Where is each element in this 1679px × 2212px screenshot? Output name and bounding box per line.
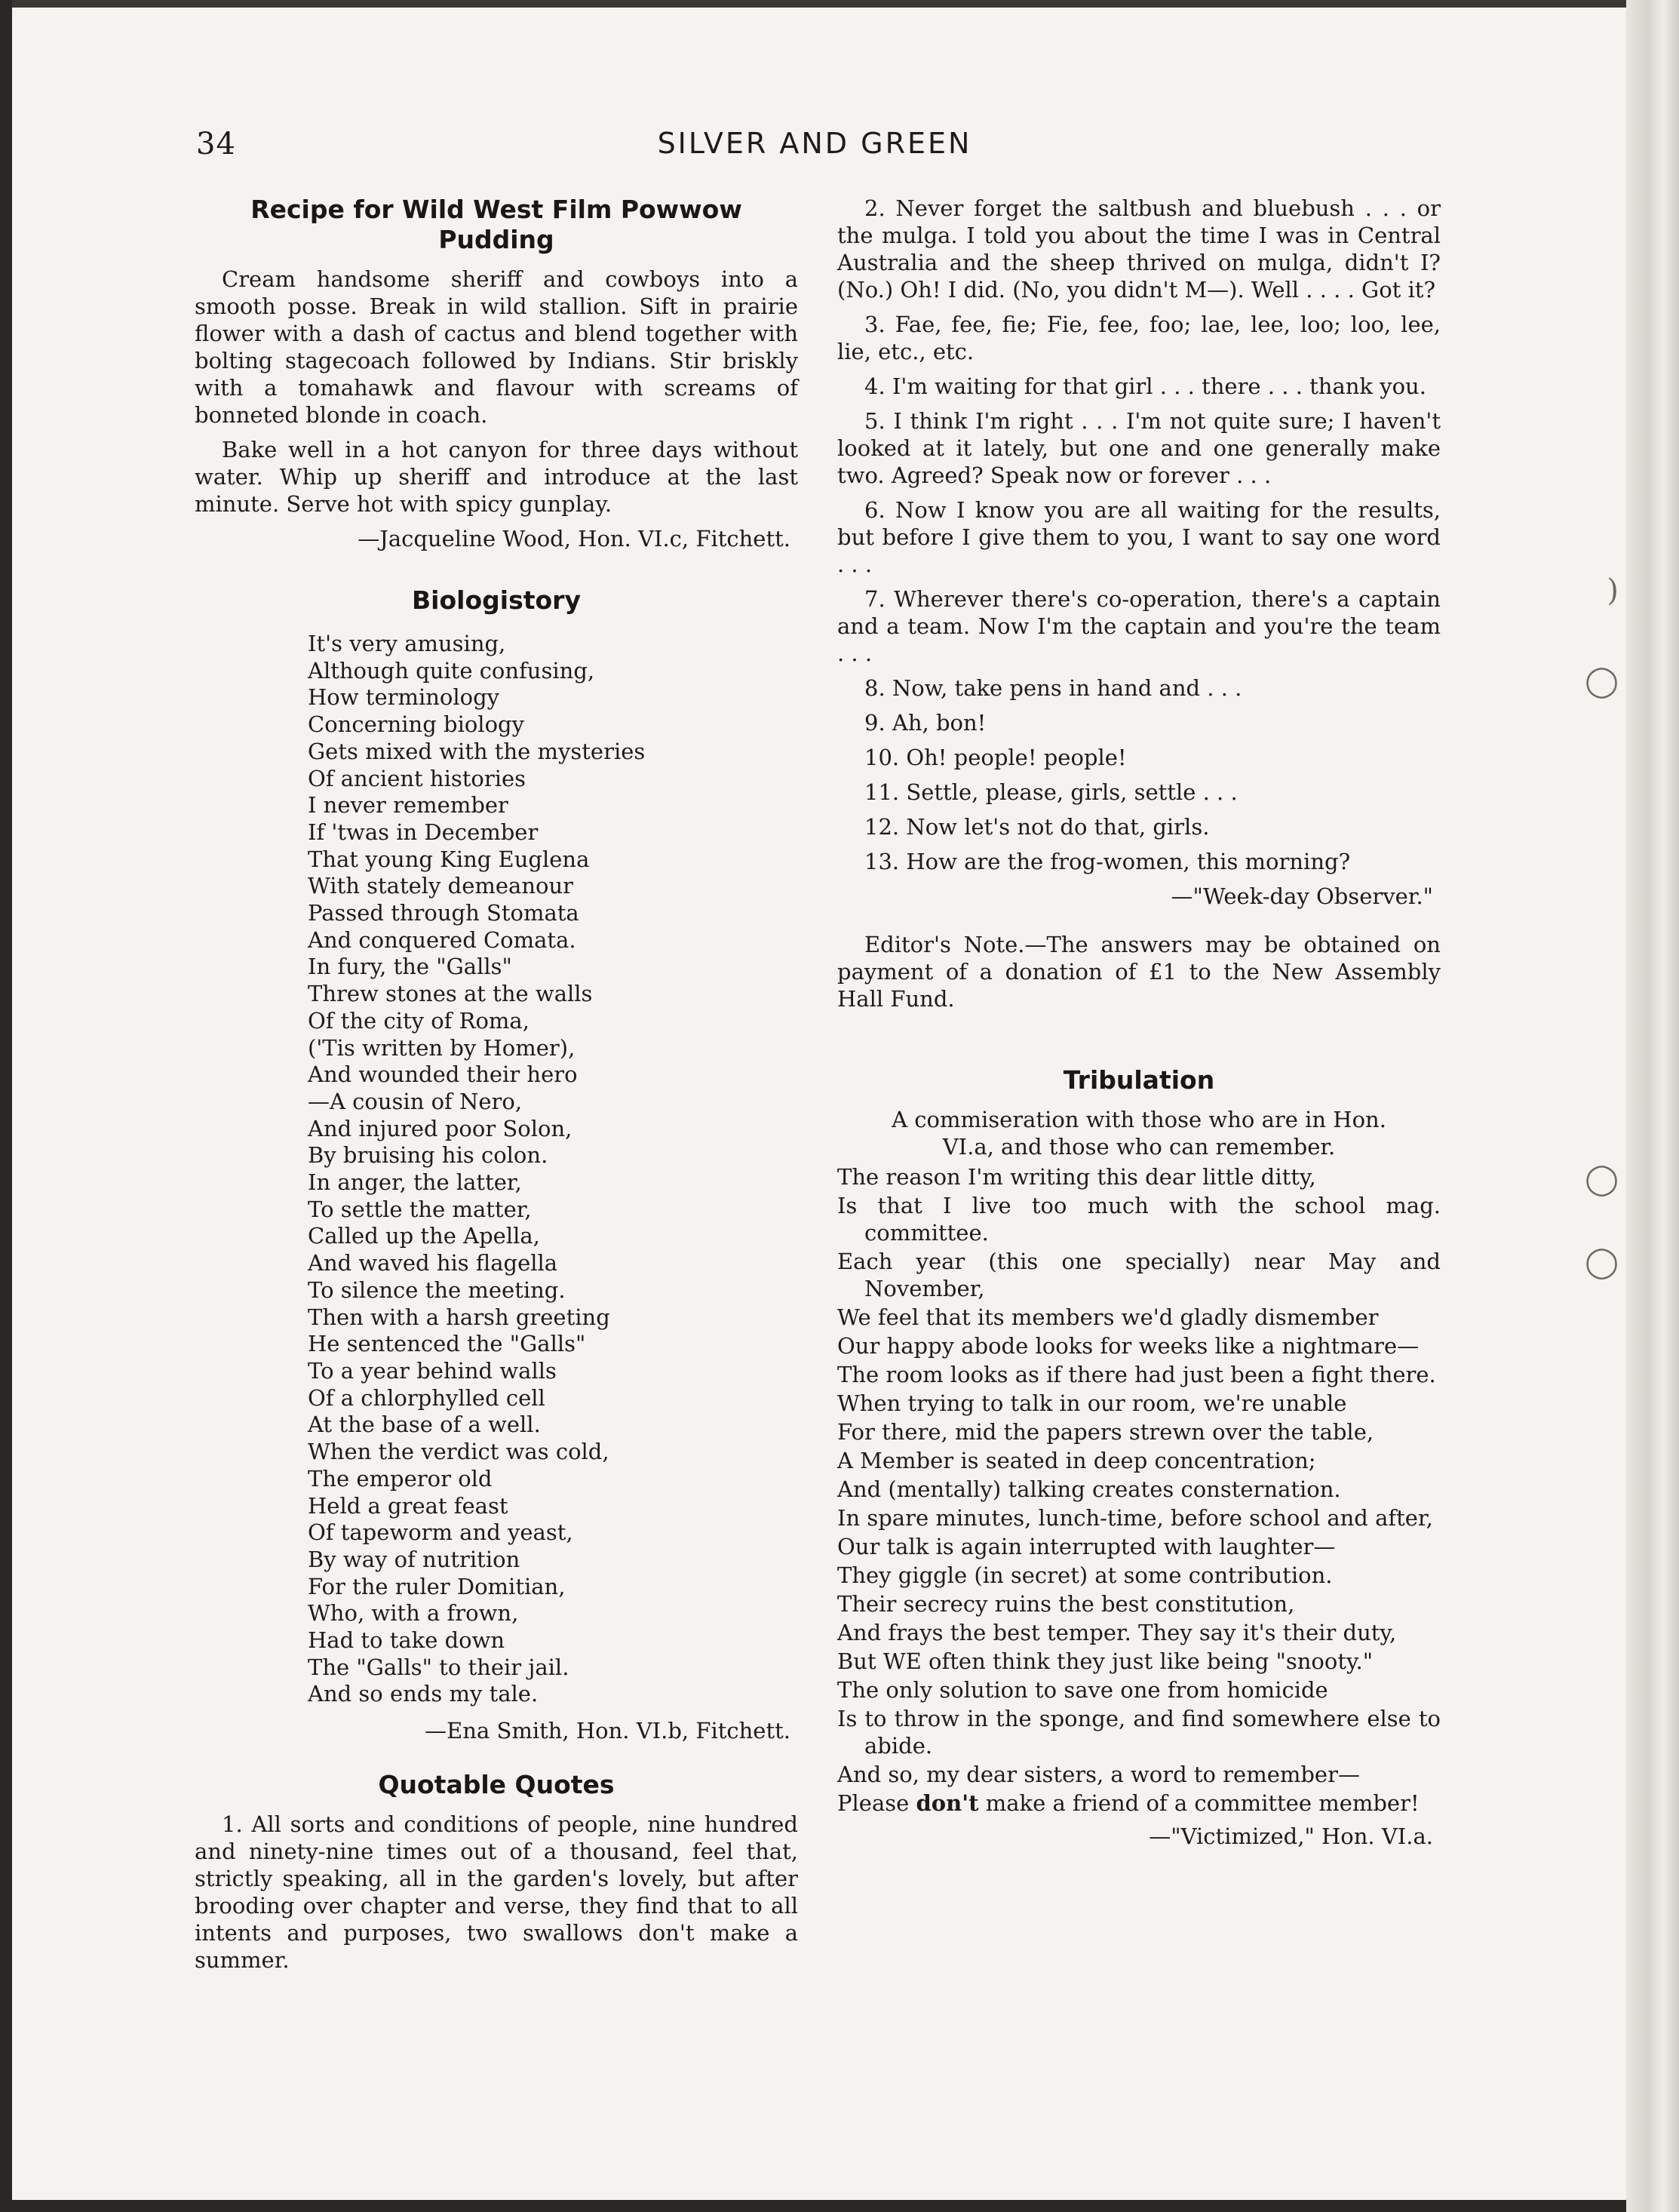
- last-line-start: Please: [837, 1790, 916, 1816]
- editors-note: Editor's Note.—The answers may be obtained on payment of a donation of £1 to the New Assembly Hall Fund.: [837, 932, 1441, 1012]
- recipe-title: Recipe for Wild West Film Powwow Pudding: [250, 195, 742, 254]
- poem-line: Our talk is again interrupted with laughter—: [837, 1534, 1336, 1559]
- poem-line: Had to take down: [308, 1627, 505, 1654]
- binding-mark: ◯: [1585, 664, 1619, 699]
- quote-item: 12. Now let's not do that, girls.: [864, 814, 1210, 840]
- poem-line: Passed through Stomata: [308, 900, 579, 926]
- biologistory-signature: —Ena Smith, Hon. VI.b, Fitchett.: [425, 1718, 790, 1744]
- poem-line: And so, my dear sisters, a word to remember—: [837, 1762, 1360, 1787]
- poem-line: I never remember: [308, 792, 508, 819]
- poem-line: For the ruler Domitian,: [308, 1573, 566, 1599]
- quote-item: 5. I think I'm right . . . I'm not quite sure; I haven't looked at it lately, but one and one generally make two. Agreed? Speak now or forever . . .: [837, 408, 1441, 488]
- poem-line: In fury, the "Galls": [308, 954, 512, 980]
- poem-line: And frays the best temper. They say it's their duty,: [837, 1620, 1397, 1645]
- poem-line: Their secrecy ruins the best constitution,: [837, 1591, 1295, 1617]
- quotable-quotes-continued: [837, 195, 1441, 1012]
- poem-line: At the base of a well.: [308, 1412, 541, 1438]
- quote-item: 11. Settle, please, girls, settle . . .: [864, 779, 1238, 805]
- running-title: SILVER AND GREEN: [657, 127, 972, 160]
- poem-line: Our happy abode looks for weeks like a nightmare—: [837, 1333, 1420, 1359]
- poem-line: The emperor old: [308, 1465, 493, 1492]
- poem-line: A Member is seated in deep concentration;: [837, 1448, 1316, 1473]
- poem-line: Gets mixed with the mysteries: [308, 738, 646, 764]
- poem-line: The "Galls" to their jail.: [308, 1654, 569, 1680]
- quote-item: 13. How are the frog-women, this morning?: [864, 849, 1351, 874]
- poem-line: Of the city of Roma,: [308, 1007, 529, 1034]
- scan-edge-bottom: [0, 2200, 1679, 2212]
- poem-line: Of tapeworm and yeast,: [308, 1519, 573, 1546]
- poem-line: The only solution to save one from homicide: [837, 1677, 1328, 1703]
- page-header: [196, 127, 1433, 172]
- tribulation-title: Tribulation: [1063, 1065, 1215, 1095]
- biologistory-poem: [195, 631, 798, 1708]
- poem-last-line: [837, 1790, 1441, 1817]
- poem-line: Each year (this one specially) near May and November,: [837, 1249, 1441, 1301]
- poem-line: We feel that its members we'd gladly dismember: [837, 1304, 1379, 1330]
- poem-line: For there, mid the papers strewn over the table,: [837, 1419, 1374, 1445]
- poem-line: Is that I live too much with the school mag. committee.: [837, 1193, 1441, 1246]
- poem-line: And injured poor Solon,: [308, 1115, 572, 1141]
- poem-line: And waved his flagella: [308, 1250, 558, 1277]
- quote-item: 2. Never forget the saltbush and bluebush . . . or the mulga. I told you about the time I was in Central Australia and the sheep thrived on mulga, didn't I? (No.) Oh! I did. (No, you didn't M—). Well . . . . Got it?: [837, 195, 1441, 303]
- tribulation-intro: A commiseration with those who are in Hon. VI.a, and those who can remember.: [892, 1107, 1386, 1160]
- poem-line: When trying to talk in our room, we're unable: [837, 1390, 1347, 1416]
- last-line-emphasis: don't: [916, 1790, 979, 1816]
- poem-line: Then with a harsh greeting: [308, 1304, 610, 1330]
- quote-item: 3. Fae, fee, fie; Fie, fee, foo; lae, lee, loo; loo, lee, lie, etc., etc.: [837, 312, 1441, 364]
- poem-line: Called up the Apella,: [308, 1223, 540, 1249]
- poem-line: Concerning biology: [308, 711, 524, 738]
- quotable-quotes-section: [195, 1770, 798, 1974]
- poem-line: And wounded their hero: [308, 1061, 578, 1088]
- recipe-section: [195, 195, 798, 552]
- poem-line: To silence the meeting.: [308, 1277, 566, 1303]
- quote-item: 10. Oh! people! people!: [864, 745, 1127, 770]
- right-column: [837, 195, 1441, 1850]
- poem-line: Who, with a frown,: [308, 1600, 519, 1627]
- poem-line: To settle the matter,: [308, 1196, 532, 1222]
- poem-line: By bruising his colon.: [308, 1142, 548, 1169]
- scan-edge-right: [1626, 0, 1679, 2212]
- last-line-end: make a friend of a committee member!: [978, 1790, 1420, 1816]
- poem-line: When the verdict was cold,: [308, 1439, 609, 1465]
- quote-item: 9. Ah, bon!: [864, 710, 987, 736]
- recipe-paragraph: Bake well in a hot canyon for three days without water. Whip up sheriff and introduce at the last minute. Serve hot with spicy gunplay.: [195, 437, 798, 517]
- recipe-signature: —Jacqueline Wood, Hon. VI.c, Fitchett.: [358, 526, 790, 551]
- poem-line: The reason I'm writing this dear little ditty,: [837, 1164, 1316, 1190]
- quotes-signature: —"Week-day Observer.": [1171, 883, 1433, 909]
- poem-line: ('Tis written by Homer),: [308, 1034, 576, 1061]
- quote-item: 6. Now I know you are all waiting for the results, but before I give them to you, I want to say one word . . .: [837, 497, 1441, 577]
- quote-item: 8. Now, take pens in hand and . . .: [864, 675, 1242, 701]
- binding-mark: ◯: [1585, 1245, 1619, 1280]
- poem-line: Of a chlorphylled cell: [308, 1384, 545, 1411]
- tribulation-section: [837, 1065, 1441, 1850]
- tribulation-poem: [837, 1163, 1441, 1817]
- biologistory-section: [195, 585, 798, 1744]
- poem-line: In spare minutes, lunch-time, before school and after,: [837, 1505, 1433, 1531]
- poem-line: And (mentally) talking creates consternation.: [837, 1476, 1341, 1502]
- poem-line: How terminology: [308, 684, 500, 711]
- tribulation-signature: —"Victimized," Hon. VI.a.: [1149, 1823, 1433, 1849]
- scan-edge-top: [0, 0, 1679, 8]
- quotable-quotes-title: Quotable Quotes: [378, 1770, 615, 1800]
- binding-mark: ): [1607, 573, 1619, 608]
- scan-edge-left: [0, 0, 12, 2212]
- poem-line: The room looks as if there had just been a fight there.: [837, 1362, 1436, 1387]
- poem-line: They giggle (in secret) at some contribution.: [837, 1562, 1333, 1588]
- poem-line: That young King Euglena: [308, 846, 590, 872]
- biologistory-title: Biologistory: [412, 585, 581, 615]
- quote-item: 1. All sorts and conditions of people, nine hundred and ninety-nine times out of a thousand, feel that, strictly speaking, all in the garden's lovely, but after brooding over chapter and verse, they find that to all intents and purposes, two swallows don't make a summer.: [195, 1811, 798, 1974]
- poem-line: He sentenced the "Galls": [308, 1331, 586, 1357]
- poem-line: It's very amusing,: [308, 631, 506, 656]
- binding-mark: ◯: [1585, 1162, 1619, 1197]
- poem-line: Threw stones at the walls: [308, 981, 593, 1007]
- poem-line: But WE often think they just like being "snooty.": [837, 1648, 1374, 1674]
- poem-line: Is to throw in the sponge, and find somewhere else to abide.: [837, 1706, 1441, 1759]
- poem-line: With stately demeanour: [308, 873, 573, 899]
- page-number: 34: [196, 127, 236, 161]
- poem-line: —A cousin of Nero,: [308, 1088, 523, 1114]
- quote-item: 4. I'm waiting for that girl . . . there . . . thank you.: [864, 373, 1426, 399]
- poem-line: And so ends my tale.: [308, 1681, 539, 1707]
- poem-line: To a year behind walls: [308, 1357, 557, 1384]
- poem-line: Held a great feast: [308, 1492, 508, 1519]
- poem-line: If 'twas in December: [308, 819, 539, 845]
- left-column: [195, 195, 798, 1981]
- poem-line: By way of nutrition: [308, 1546, 520, 1572]
- poem-line: And conquered Comata.: [308, 926, 576, 953]
- poem-line: In anger, the latter,: [308, 1169, 522, 1196]
- poem-line: Although quite confusing,: [308, 657, 595, 684]
- recipe-paragraph: Cream handsome sheriff and cowboys into a smooth posse. Break in wild stallion. Sift in prairie flower with a dash of cactus and blend together with bolting stagecoach followed by Indians. Stir briskly with a tomahawk and flavour with screams of bonneted blonde in coach.: [195, 266, 798, 428]
- quote-item: 7. Wherever there's co-operation, there's a captain and a team. Now I'm the captain and you're the team . . .: [837, 586, 1441, 666]
- poem-line: Of ancient histories: [308, 765, 526, 791]
